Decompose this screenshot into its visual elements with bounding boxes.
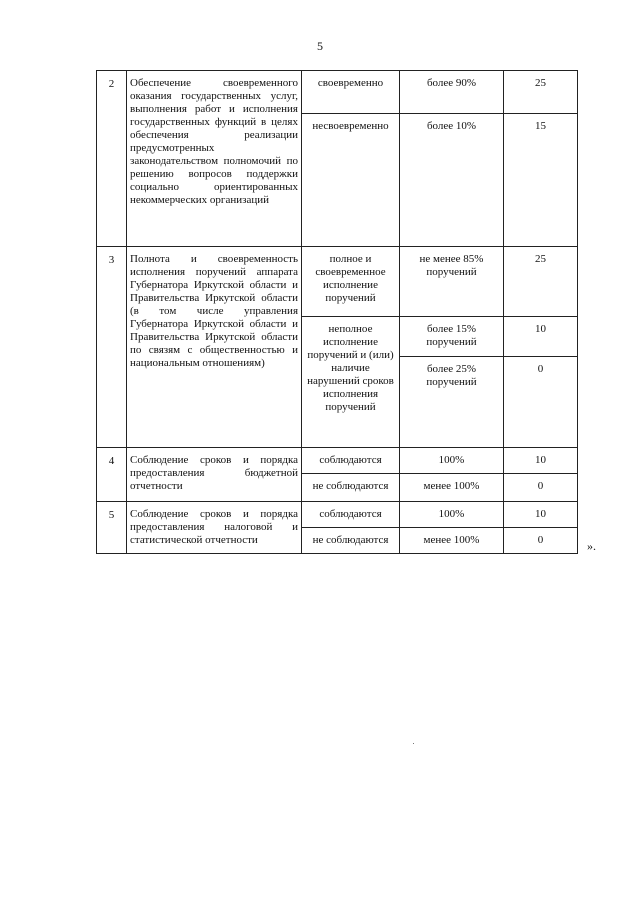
table-row-5: [97, 502, 578, 528]
criterion-text: Полнота и своевременность исполнения поручений аппарата Губернатора Иркутской области и Правительства Иркутской области (в том числе управления Губернатора Иркутской области и Правительства Иркутской области по связям с общественностью и национальным отношениям): [130, 253, 298, 369]
criterion-cell: [127, 502, 302, 554]
value-cell: 100%: [400, 502, 504, 528]
criterion-cell: [127, 448, 302, 502]
value-cell: более 10%: [400, 114, 504, 247]
page-number: 5: [317, 39, 323, 53]
condition-cell: не соблюдаются: [302, 528, 400, 554]
points-cell: 25: [504, 247, 578, 317]
value-cell: более 15% поручений: [400, 317, 504, 357]
criterion-text: Обеспечение своевременного оказания государственных услуг, выполнения работ и исполнения государственных функций в целях обеспечения реализации предусмотренных законодательством полномочий по решению вопросов поддержки социально ориентированных некоммерческих организаций: [130, 77, 298, 206]
value-cell: менее 100%: [400, 474, 504, 502]
criterion-cell: [127, 247, 302, 448]
criteria-table: [96, 70, 578, 554]
points-cell: 25: [504, 71, 578, 114]
condition-cell: соблюдаются: [302, 502, 400, 528]
criterion-text: Соблюдение сроков и порядка предоставления бюджетной отчетности: [130, 454, 298, 492]
closing-quote-mark: ».: [587, 539, 596, 553]
row-number: 3: [97, 247, 127, 448]
value-cell: 100%: [400, 448, 504, 474]
scan-speck: [413, 743, 414, 744]
condition-cell: соблюдаются: [302, 448, 400, 474]
row-number: 4: [97, 448, 127, 502]
condition-cell: не соблюдаются: [302, 474, 400, 502]
criterion-cell: [127, 71, 302, 247]
table-row-3: [97, 247, 578, 317]
table-row-2: [97, 71, 578, 114]
condition-cell: неполное исполнение поручений и (или) наличие нарушений сроков исполнения поручений: [302, 317, 400, 448]
row-number: 2: [97, 71, 127, 247]
condition-cell: своевременно: [302, 71, 400, 114]
value-cell: менее 100%: [400, 528, 504, 554]
value-cell: более 90%: [400, 71, 504, 114]
row-number: 5: [97, 502, 127, 554]
value-cell: более 25% поручений: [400, 357, 504, 448]
points-cell: 0: [504, 357, 578, 448]
points-cell: 10: [504, 317, 578, 357]
points-cell: 10: [504, 502, 578, 528]
points-cell: 0: [504, 528, 578, 554]
condition-cell: несвоевременно: [302, 114, 400, 247]
condition-cell: полное и своевременное исполнение поручений: [302, 247, 400, 317]
points-cell: 10: [504, 448, 578, 474]
criterion-text: Соблюдение сроков и порядка предоставления налоговой и статистической отчетности: [130, 508, 298, 546]
points-cell: 15: [504, 114, 578, 247]
table-row-4: [97, 448, 578, 474]
points-cell: 0: [504, 474, 578, 502]
value-cell: не менее 85% поручений: [400, 247, 504, 317]
